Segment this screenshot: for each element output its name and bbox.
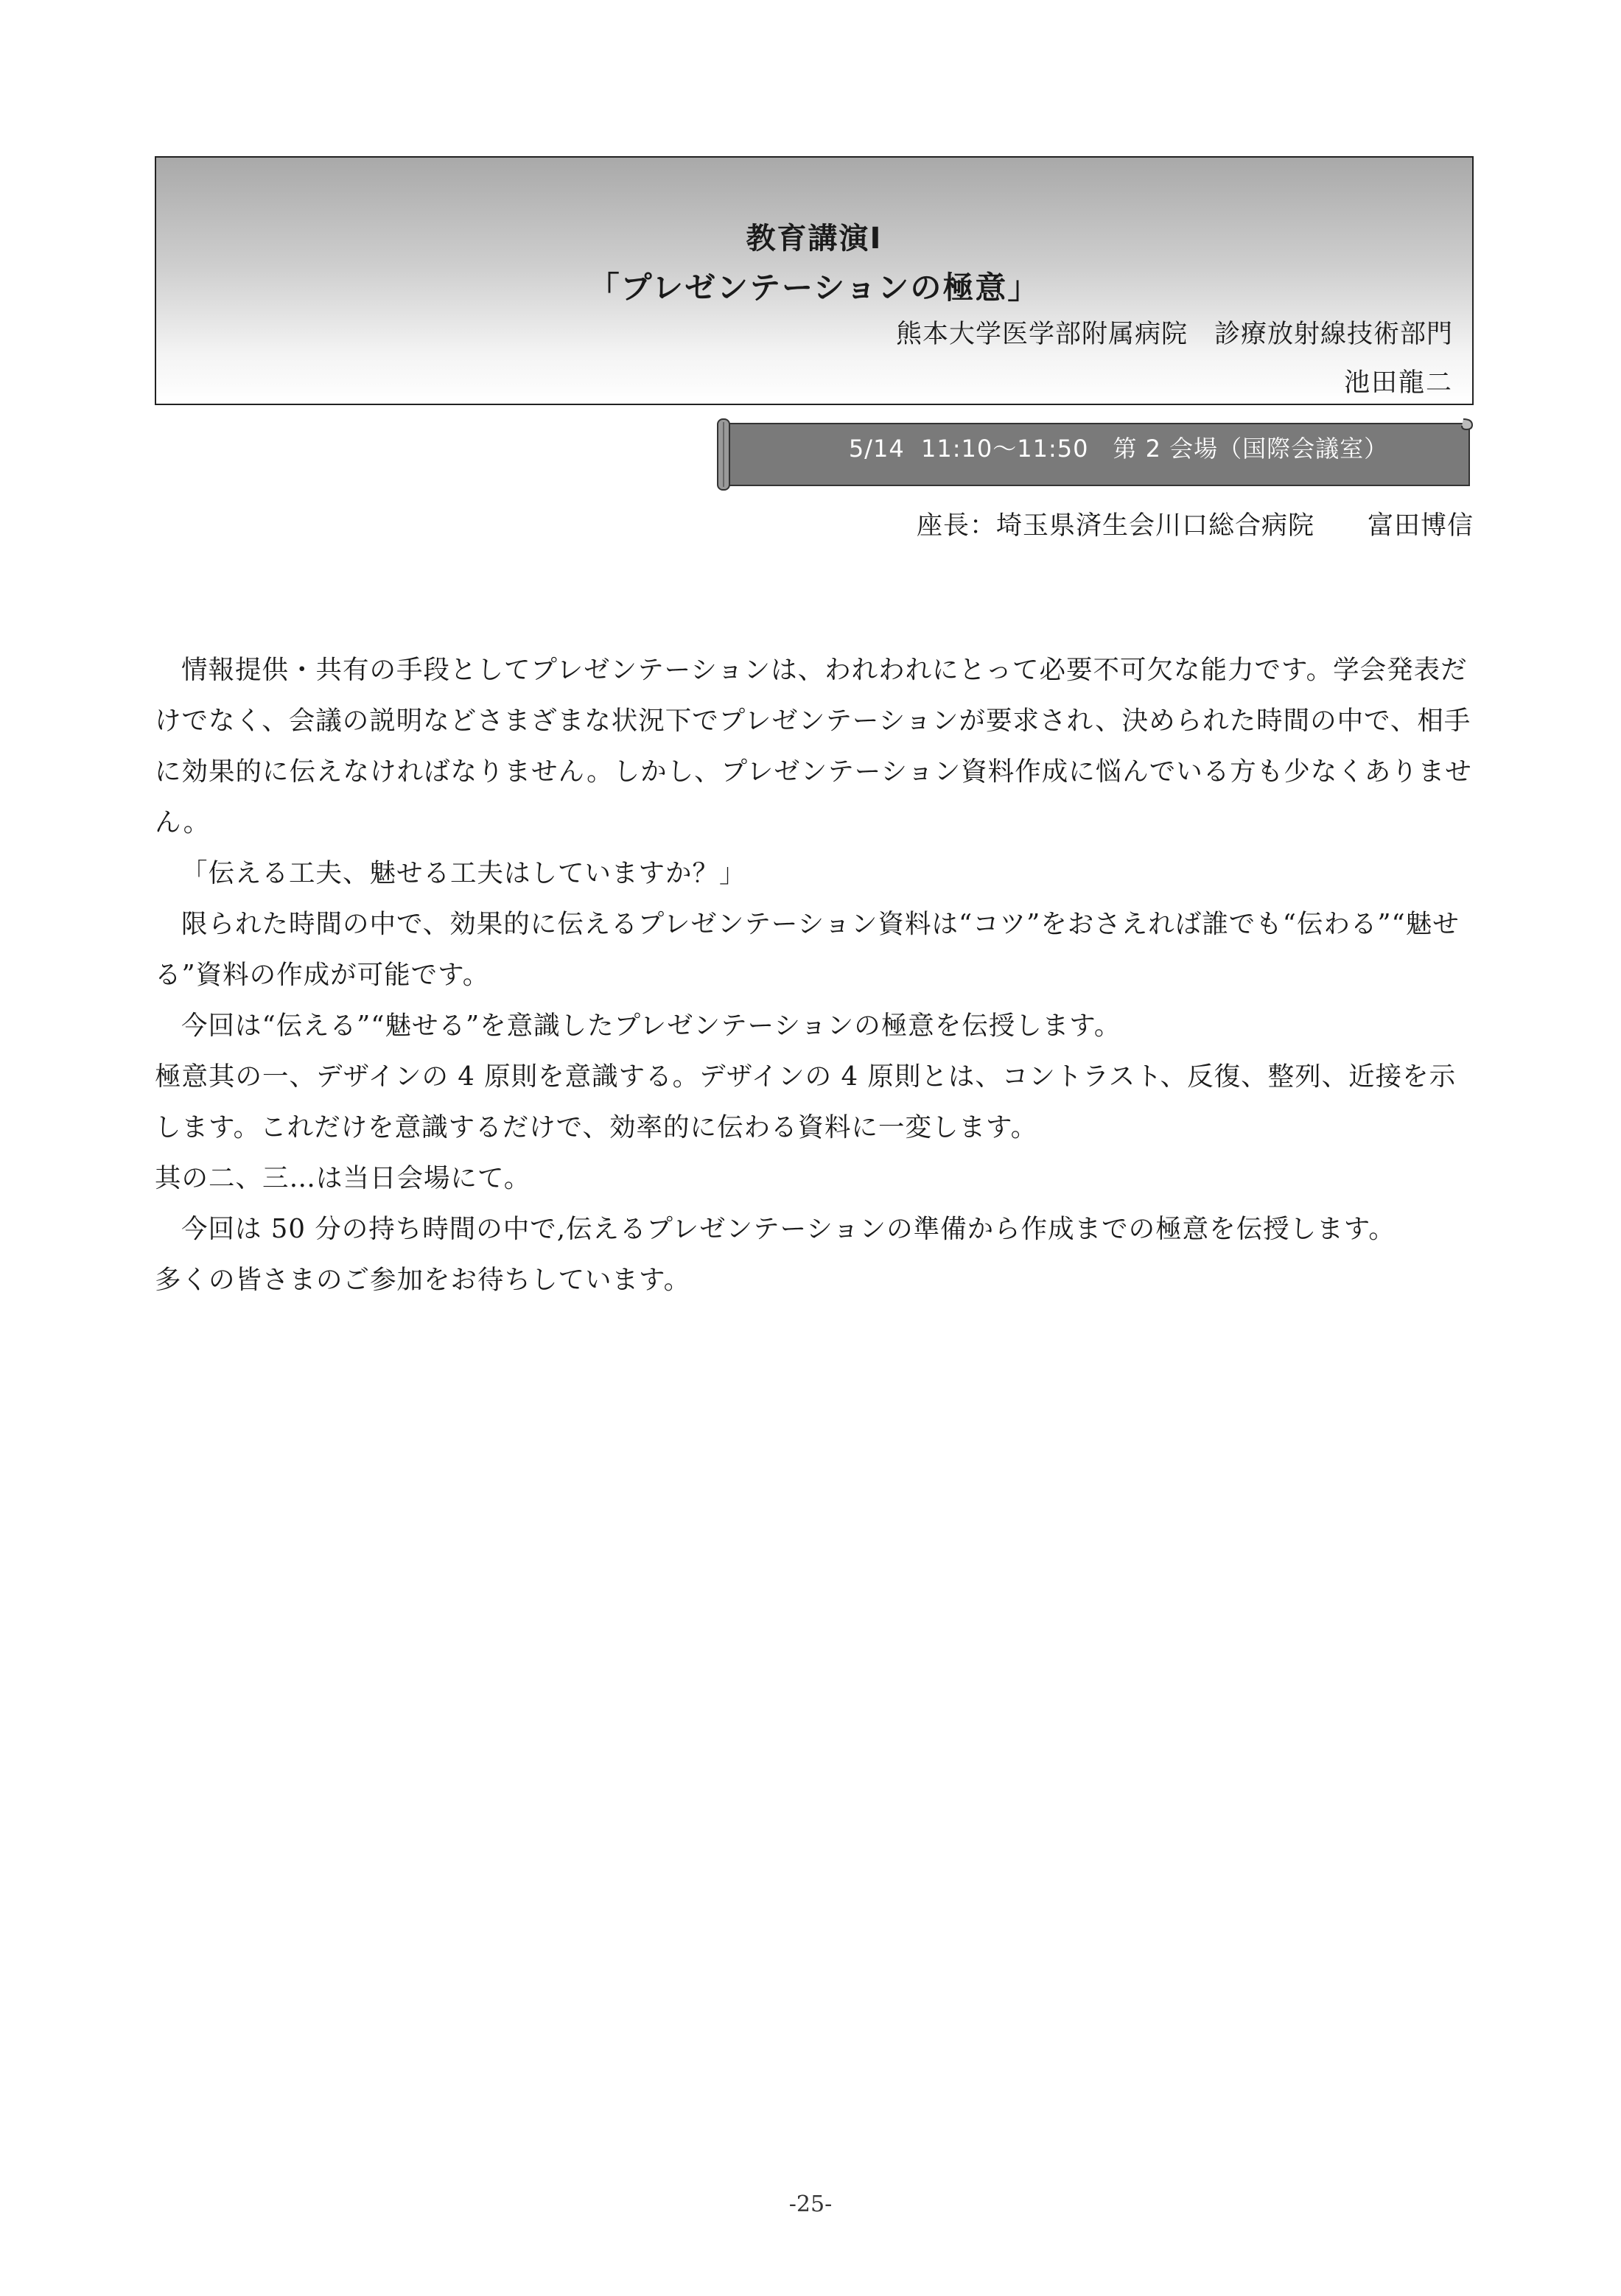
lecture-label: 教育講演Ⅰ [746,222,883,256]
paragraph-intro: 情報提供・共有の手段としてプレゼンテーションは、われわれにとって必要不可欠な能力です。学会発表だけでなく、会議の説明などさまざまな状況下でプレゼンテーションが要求され、決められた時間の中で、相手に効果的に伝えなければなりません。しかし、プレゼンテーション資料作成に悩んでいる方も少なくありません。 [155,655,1472,838]
paragraph-question: 「伝える工夫、魅せる工夫はしていますか？」 [181,858,746,888]
paragraph-fifty-minutes: 今回は 50 分の持ち時間の中で,伝えるプレゼンテーションの準備から作成までの極意を伝授します。 [181,1214,1396,1244]
paragraph-secret-two-three: 其の二、三…は当日会場にて。 [155,1163,531,1193]
speaker-affiliation: 熊本大学医学部附属病院 診療放射線技術部門 [895,320,1453,349]
paragraph-invitation: 多くの皆さまのご参加をお待ちしています。 [155,1265,691,1295]
abstract-body [155,645,1477,1305]
paragraph-secret-one: 極意其の一、デザインの 4 原則を意識する。デザインの 4 原則とは、コントラスト、反復、整列、近接を示します。これだけを意識するだけで、効率的に伝わる資料に一変します。 [155,1061,1457,1142]
paragraph-tips: 限られた時間の中で、効果的に伝えるプレゼンテーション資料は“コツ”をおさえれば誰でも“伝わる”“魅せる”資料の作成が可能です。 [155,909,1460,990]
paragraph-this-time: 今回は“伝える”“魅せる”を意識したプレゼンテーションの極意を伝授します。 [181,1011,1121,1041]
page-number: -25- [788,2191,833,2217]
lecture-title: 「プレゼンテーションの極意」 [588,270,1040,306]
speaker-name: 池田龍二 [1343,368,1453,398]
schedule-banner [716,416,1477,493]
lecture-header-box [155,156,1474,405]
chairperson: 座長：埼玉県済生会川口総合病院 富田博信 [916,511,1474,541]
schedule-text: 5/14 11:10〜11:50 第 2 会場（国際会議室） [848,435,1389,463]
